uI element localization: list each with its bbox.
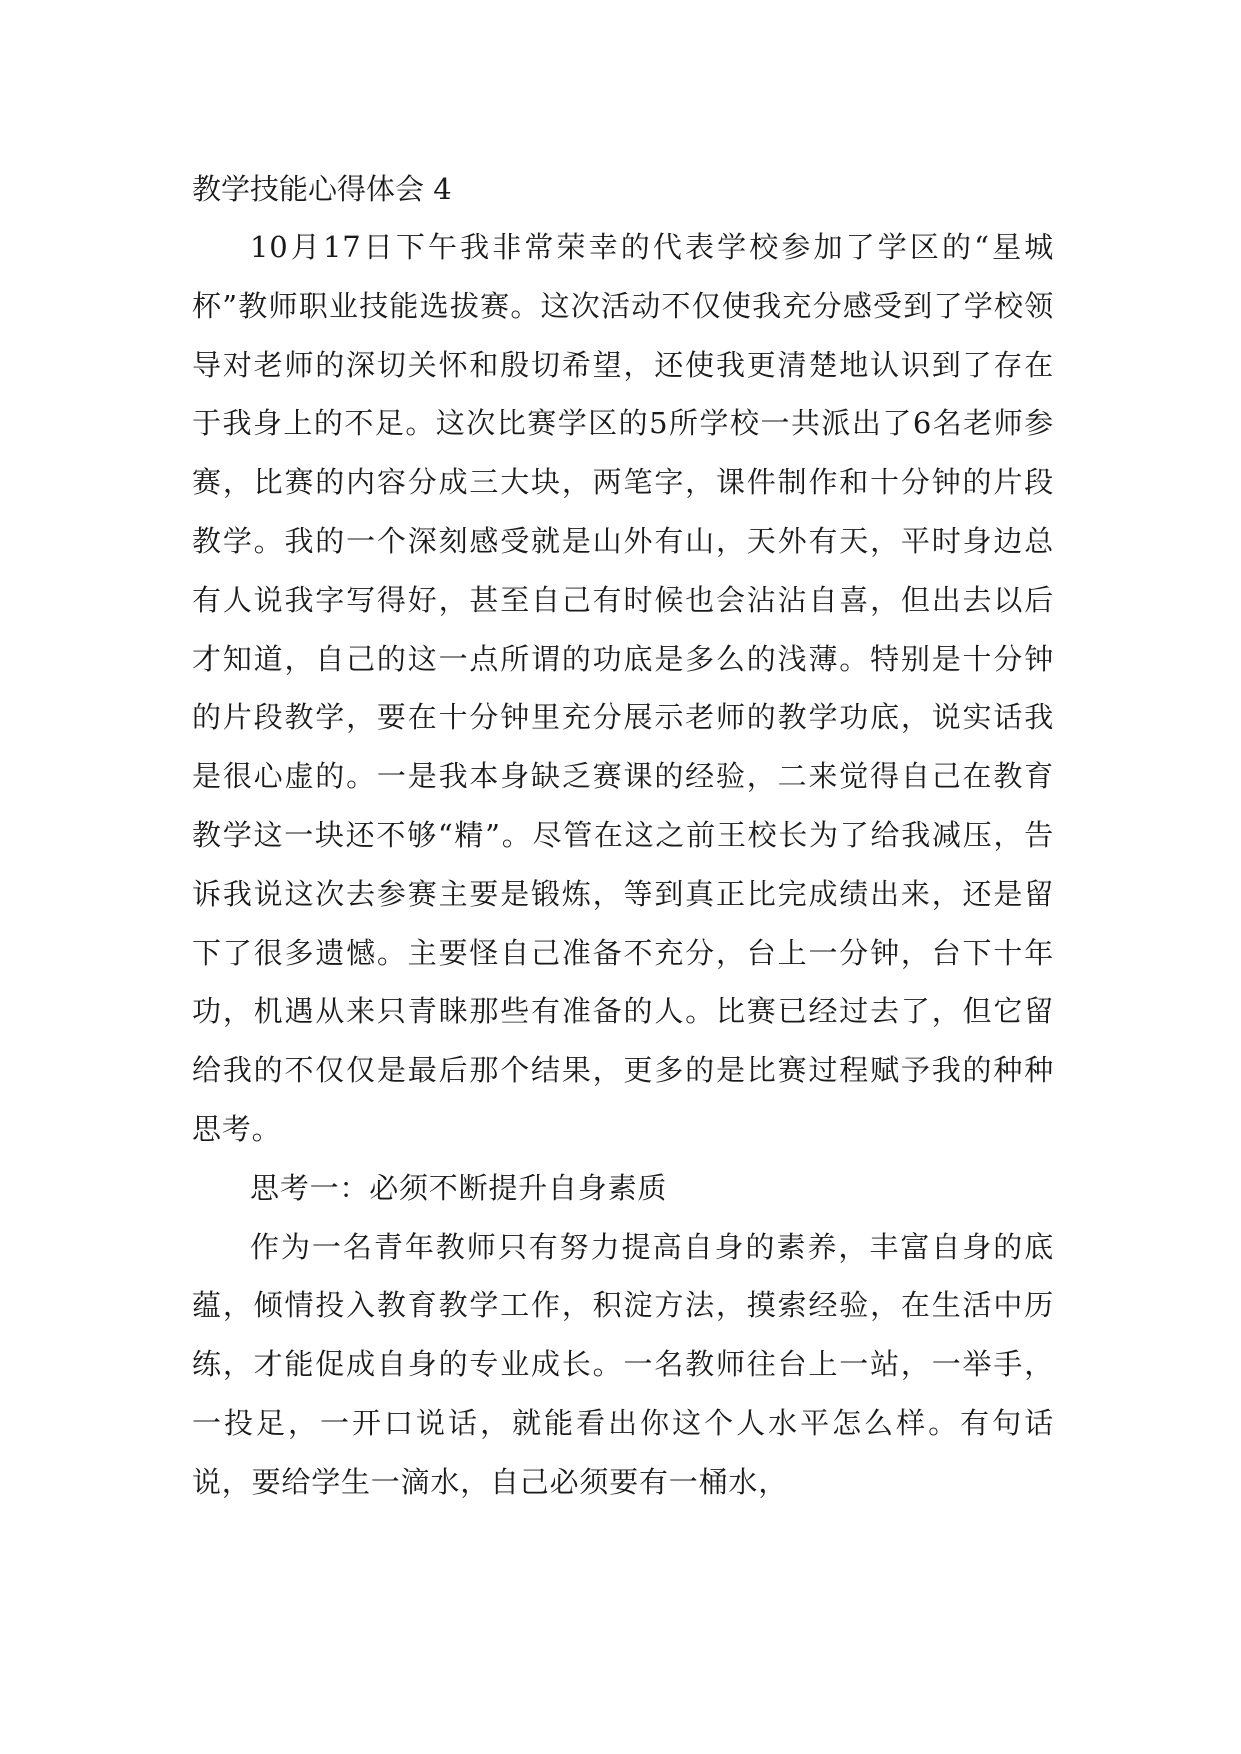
paragraph-reflection-1: 作为一名青年教师只有努力提高自身的素养，丰富自身的底蕴，倾情投入教育教学工作，积淀方法，摸索经验，在生活中历练，才能促成自身的专业成长。一名教师往台上一站，一举手，一投足，一开口说话，就能看出你这个人水平怎么样。有句话说，要给学生一滴水，自己必须要有一桶水， <box>192 1229 1054 1499</box>
paragraph-intro: 10月17日下午我非常荣幸的代表学校参加了学区的“星城杯”教师职业技能选拔赛。这次活动不仅使我充分感受到了学校领导对老师的深切关怀和殷切希望，还使我更清楚地认识到了存在于我身上的不足。这次比赛学区的5所学校一共派出了6名老师参赛，比赛的内容分成三大块，两笔字，课件制作和十分钟的片段教学。我的一个深刻感受就是山外有山，天外有天，平时身边总有人说我字写得好，甚至自己有时候也会沾沾自喜，但出去以后才知道，自己的这一点所谓的功底是多么的浅薄。特别是十分钟的片段教学，要在十分钟里充分展示老师的教学功底，说实话我是很心虚的。一是我本身缺乏赛课的经验，二来觉得自己在教育教学这一块还不够“精”。尽管在这之前王校长为了给我减压，告诉我说这次去参赛主要是锻炼，等到真正比完成绩出来，还是留下了很多遗憾。主要怪自己准备不充分，台上一分钟，台下十年功，机遇从来只青睐那些有准备的人。比赛已经过去了，但它留给我的不仅仅是最后那个结果，更多的是比赛过程赋予我的种种思考。 <box>192 230 1054 1146</box>
section-heading-reflection-1: 思考一：必须不断提升自身素质 <box>250 1170 668 1205</box>
document-body <box>192 160 1054 1512</box>
document-title: 教学技能心得体会 4 <box>192 172 452 206</box>
